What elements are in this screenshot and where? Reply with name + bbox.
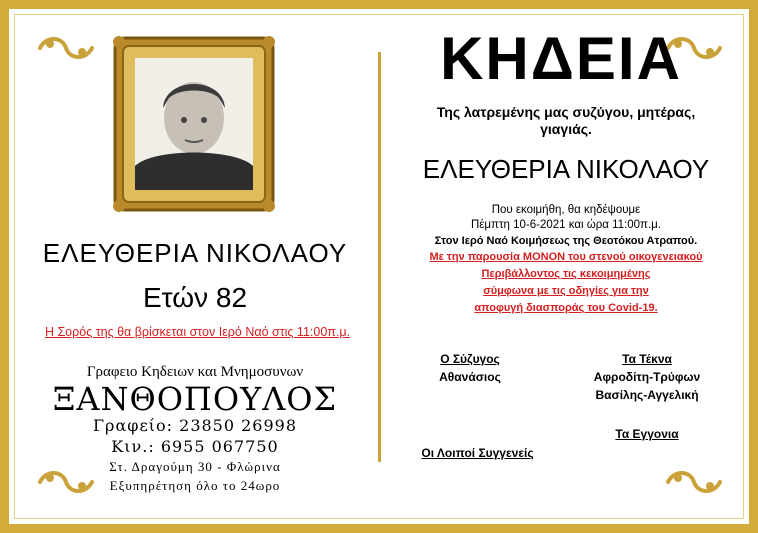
deceased-name-right: ΕΛΕΥΘΕΡΙΑ ΝΙΚΟΛΑΟΥ	[422, 154, 710, 184]
deceased-name: ΕΛΕΥΘΕΡΙΑ ΝΙΚΟΛΑΟΥ	[42, 238, 348, 268]
intro-line-1: Της λατρεμένης μας συζύγου, μητέρας,	[436, 104, 696, 120]
agency-address: Στ. Δραγούμη 30 - Φλώρινα	[109, 459, 281, 474]
spouse-label: Ο Σύζυγος	[440, 352, 500, 366]
relatives-label: Οι Λοιποί Συγγενείς	[421, 446, 534, 460]
age: Ετών 82	[142, 282, 248, 313]
mobile-phone: Κιν.: 6955 067750	[111, 437, 279, 456]
center-divider	[378, 52, 381, 462]
details-line-1: Που εκοιμήθη, θα κηδέψουμε	[491, 204, 641, 216]
grandchildren-label: Τα Εγγονια	[615, 427, 679, 441]
spouse-name: Αθανάσιος	[439, 370, 501, 384]
covid-notice-line: Περιβάλλοντος τις κεκοιμημένης	[481, 268, 651, 280]
covid-notice-line: σύμφωνα με τις οδηγίες για την	[483, 285, 649, 297]
church-location: Στον Ιερό Ναό Κοιμήσεως της Θεοτόκου Ατραπού.	[434, 235, 698, 247]
viewing-notice: Η Σορός της θα βρίσκεται στον Ιερό Ναό στις 11:00π.μ.	[44, 325, 351, 339]
children-line-2: Βασίλης-Αγγελική	[595, 388, 699, 402]
flourish-ornament-icon	[664, 468, 724, 496]
children-line-1: Αφροδίτη-Τρύφων	[593, 370, 701, 384]
office-phone: Γραφείο: 23850 26998	[92, 416, 298, 435]
service-hours: Εξυπηρέτηση όλο το 24ωρο	[109, 478, 281, 493]
children-label: Τα Τέκνα	[622, 352, 672, 366]
funeral-date: Πέμπτη 10-6-2021 και ώρα 11:00π.μ.	[471, 219, 661, 231]
page-title: ΚΗΔΕΙΑ	[440, 25, 682, 92]
flourish-ornament-icon	[36, 34, 96, 62]
covid-notice-line: Με την παρουσία ΜΟΝΟΝ του στενού οικογενειακού	[429, 251, 703, 263]
agency-name: ΞΑΝΘΟΠΟΥΛΟΣ	[52, 380, 338, 418]
portrait-frame	[113, 36, 275, 212]
intro-line-2: γιαγιάς.	[540, 121, 592, 137]
agency-title: Γραφειο Κηδειων και Μνημοσυνων	[86, 364, 304, 380]
covid-notice-line: αποφυγή διασποράς του Covid-19.	[474, 302, 658, 314]
